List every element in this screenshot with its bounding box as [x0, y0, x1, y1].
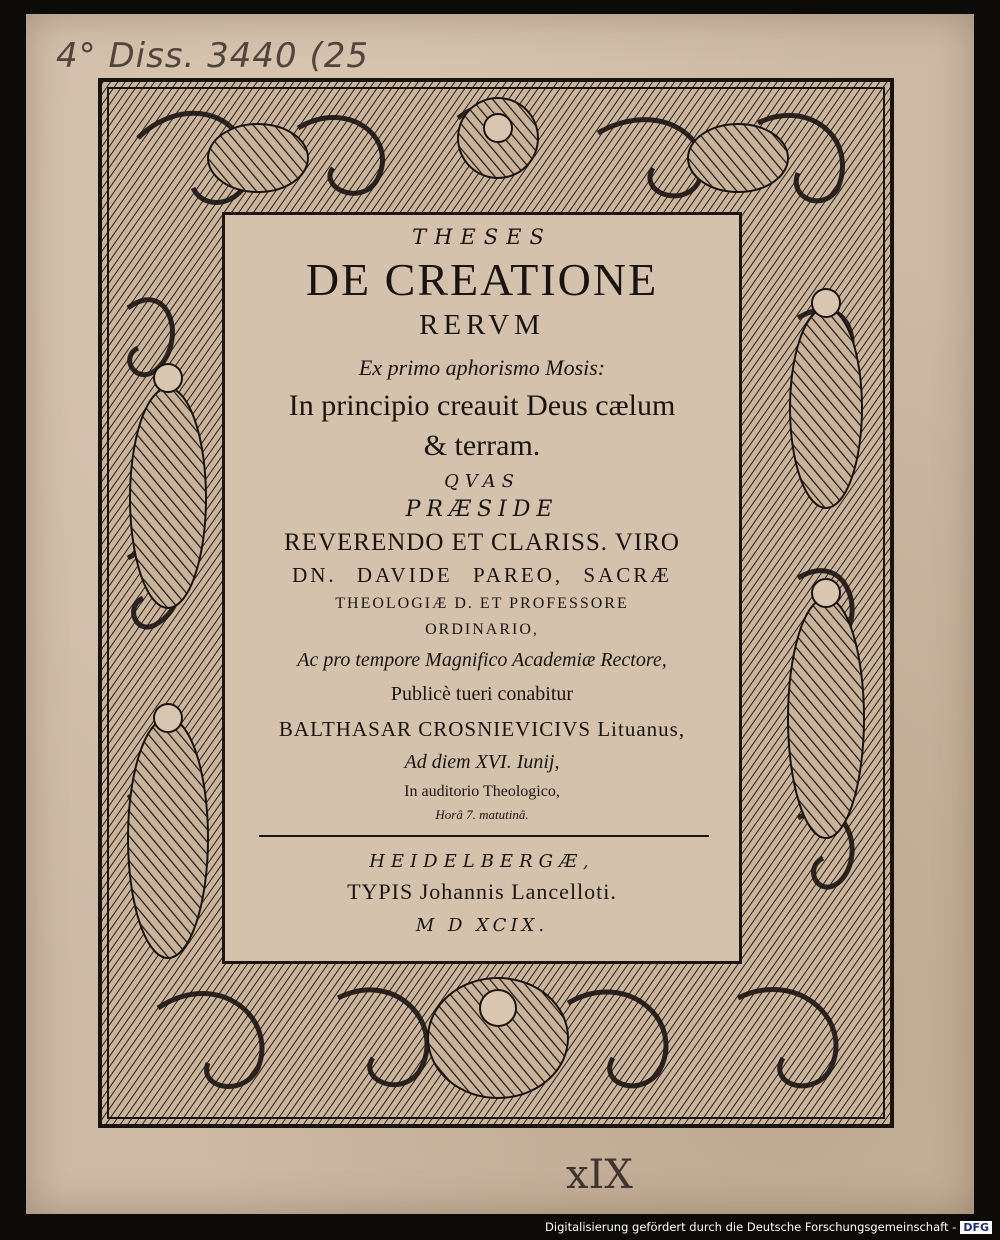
- imprint-year: M D XCIX.: [415, 915, 549, 936]
- rector-line: Ac pro tempore Magnifico Academiæ Rectore,: [297, 649, 667, 671]
- dfg-logo: DFG: [960, 1221, 992, 1234]
- footer-text: Digitalisierung gefördert durch die Deutsche Forschungsgemeinschaft -: [545, 1220, 957, 1234]
- date-line: Ad diem XVI. Iunij,: [404, 751, 560, 773]
- quas-line: QVAS: [444, 471, 520, 492]
- quote-line-1: In principio creauit Deus cælum: [288, 389, 676, 422]
- shelfmark-inscription: 4° Diss. 3440 (25: [56, 36, 369, 76]
- hora-line: Horâ 7. matutinâ.: [435, 807, 529, 822]
- imprint-printer: TYPIS Johannis Lancelloti.: [347, 879, 617, 904]
- divider-rule: [259, 835, 709, 837]
- main-title: DE CREATIONE: [305, 254, 659, 305]
- praeside-line: PRÆSIDE: [405, 497, 559, 522]
- theologiae-line: THEOLOGIÆ D. ET PROFESSORE: [335, 595, 629, 612]
- handwritten-note: xIX: [566, 1152, 633, 1198]
- respondent-line: BALTHASAR CROSNIEVICIVS Lituanus,: [278, 717, 686, 741]
- title-block: [222, 212, 742, 964]
- reverendo-line: REVERENDO ET CLARISS. VIRO: [284, 529, 680, 556]
- subtitle-rerum: RERVM: [419, 309, 545, 341]
- funding-footer: [545, 1220, 992, 1234]
- praeses-name-line: DN. DAVIDE PAREO, SACRÆ: [292, 563, 672, 587]
- imprint-place: HEIDELBERGÆ,: [369, 851, 595, 872]
- publice-line: Publicè tueri conabitur: [390, 683, 574, 705]
- theses-heading: THESES: [412, 225, 552, 249]
- ordinario-line: ORDINARIO,: [425, 621, 539, 638]
- quote-line-2: & terram.: [423, 429, 541, 462]
- source-line: Ex primo aphorismo Mosis:: [358, 355, 606, 380]
- scanned-page: [26, 14, 974, 1214]
- auditorio-line: In auditorio Theologico,: [404, 783, 560, 800]
